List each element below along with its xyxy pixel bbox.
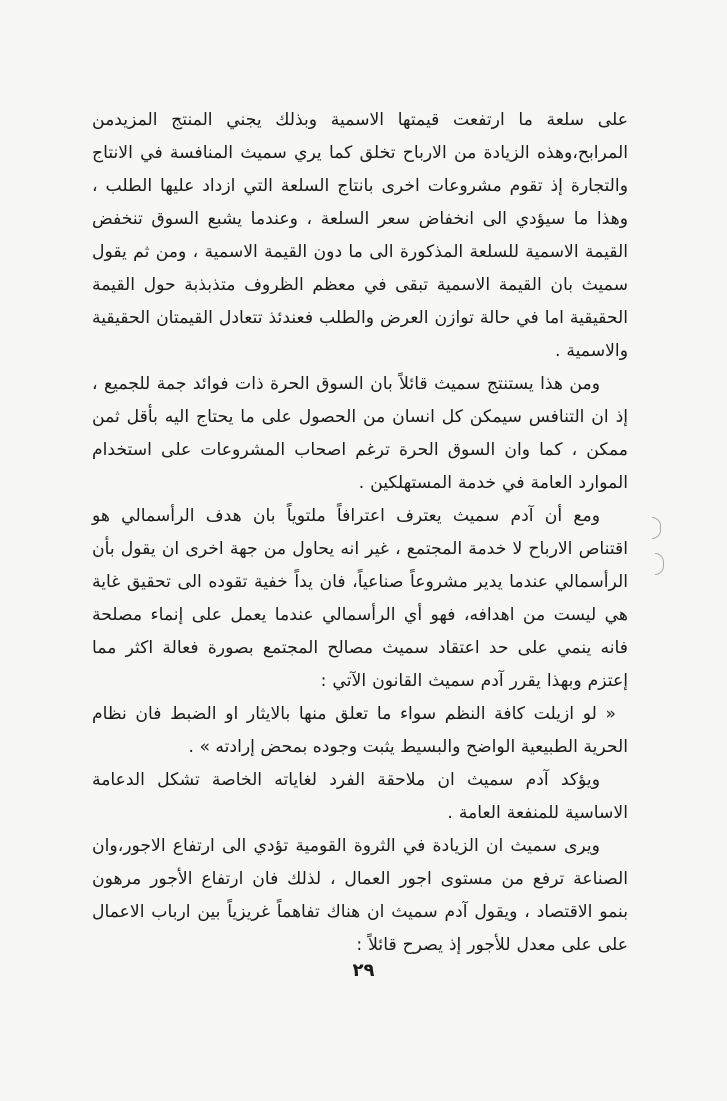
page-number: ٢٩ xyxy=(352,960,375,981)
paragraph-3: ومع أن آدم سميث يعترف اعترافاً ملتوياً بان هدف الرأسمالي هو اقتناص الارباح لا خدمة المجتمع ، غير انه يحاول من جهة اخرى ان يقول بأن الرأسمالي عندما يدير مشروعاً صناعياً، فان يداً خفية تقوده الى تحقيق غاية هي ليست من اهدافه، فهو أي الرأسمالي عندما يعمل على إنماء مصلحة فانه ينمي على حد اعتقاد سميث مصالح المجتمع بصورة فعالة اكثر مما إعتزم وبهذا يقرر آدم سميث القانون الآتي : xyxy=(92,506,628,691)
paragraph-1: على سلعة ما ارتفعت قيمتها الاسمية وبذلك يجني المنتج المزيدمن المرابح،وهذه الزيادة من الارباح تخلق كما يري سميث المنافسة في الانتاج والتجارة إذ تقوم مشروعات اخرى بانتاج السلعة التي ازداد عليها الطلب ، وهذا ما سيؤدي الى انخفاض سعر السلعة ، وعندما يشبع السوق تنخفض القيمة الاسمية للسلعة المذكورة الى ما دون القيمة الاسمية ، ومن ثم يقول سميث بان القيمة الاسمية تبقى في معظم الظروف متذبذبة حول القيمة الحقيقية اما في حالة توازن العرض والطلب فعندئذ تتعادل القيمتان الحقيقية والاسمية . xyxy=(92,110,628,361)
paragraph-2: ومن هذا يستنتج سميث قائلاً بان السوق الحرة ذات فوائد جمة للجميع ، إذ ان التنافس سيمكن كل انسان من الحصول على ما يحتاج اليه بأقل ثمن ممكن ، كما وان السوق الحرة ترغم اصحاب المشروعات على استخدام الموارد العامة في خدمة المستهلكين . xyxy=(92,374,628,493)
paragraph-4: ويؤكد آدم سميث ان ملاحقة الفرد لغاياته الخاصة تشكل الدعامة الاساسية للمنفعة العامة . xyxy=(92,770,628,823)
paragraph-5: ويرى سميث ان الزيادة في الثروة القومية تؤدي الى ارتفاع الاجور،وان الصناعة ترفع من مستوى اجور العمال ، لذلك فان ارتفاع الأجور مرهون بنمو الاقتصاد ، ويقول آدم سميث ان هناك تفاهماً غريزياً بين ارباب الاعمال على على معدل للأجور إذ يصرح قائلاً : xyxy=(92,836,628,955)
margin-bracket-mark xyxy=(652,517,661,539)
page-body xyxy=(92,104,628,1044)
margin-bracket-mark xyxy=(655,553,664,575)
block-quote: « لو ازيلت كافة النظم سواء ما تعلق منها بالايثار او الضبط فان نظام الحرية الطبيعية الواضح والبسيط يثبت وجوده بمحض إرادته » . xyxy=(92,704,628,757)
